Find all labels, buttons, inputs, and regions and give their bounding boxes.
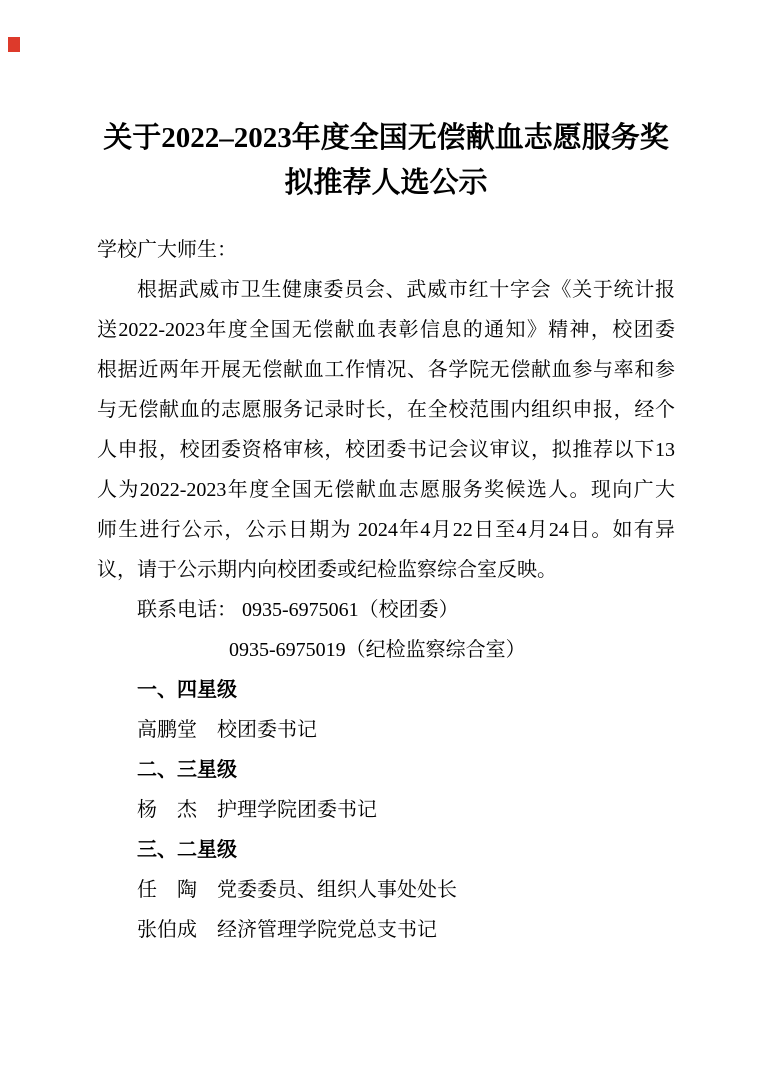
paragraph-line: 根据近两年开展无偿献血工作情况、各学院无偿献血参与率和参 — [97, 359, 675, 381]
paragraph-line: 师生进行公示，公示日期为 2024年4月22日至4月24日。如有异 — [97, 519, 675, 541]
red-scan-artifact — [8, 37, 20, 52]
document-body — [97, 230, 675, 950]
paragraph-line: 人申报，校团委资格审核，校团委书记会议审议，拟推荐以下13 — [97, 439, 675, 461]
candidate-entry: 任 陶 党委委员、组织人事处处长 — [137, 879, 457, 901]
paragraph-line: 议，请于公示期内向校团委或纪检监察综合室反映。 — [97, 559, 557, 581]
document-content — [97, 0, 675, 950]
paragraph-line: 送2022-2023年度全国无偿献血表彰信息的通知》精神，校团委 — [97, 319, 675, 341]
contact-phone-2: 0935-6975019（纪检监察综合室） — [229, 639, 526, 661]
contact-phone-1: 联系电话： 0935-6975061（校团委） — [137, 599, 459, 621]
section-heading-four-star: 一、四星级 — [137, 679, 237, 701]
paragraph-line: 人为2022-2023年度全国无偿献血志愿服务奖候选人。现向广大 — [97, 479, 675, 501]
document-title — [97, 0, 675, 206]
title-line-1: 关于2022–2023年度全国无偿献血志愿服务奖 — [103, 122, 669, 154]
title-line-2: 拟推荐人选公示 — [284, 167, 488, 199]
candidate-entry: 张伯成 经济管理学院党总支书记 — [137, 919, 437, 941]
section-heading-three-star: 二、三星级 — [137, 759, 237, 781]
paragraph-line: 与无偿献血的志愿服务记录时长，在全校范围内组织申报，经个 — [97, 399, 675, 421]
candidate-entry: 高鹏堂 校团委书记 — [137, 719, 317, 741]
salutation: 学校广大师生： — [97, 239, 237, 261]
candidate-entry: 杨 杰 护理学院团委书记 — [137, 799, 377, 821]
paragraph-line: 根据武威市卫生健康委员会、武威市红十字会《关于统计报 — [137, 279, 675, 301]
section-heading-two-star: 三、二星级 — [137, 839, 237, 861]
